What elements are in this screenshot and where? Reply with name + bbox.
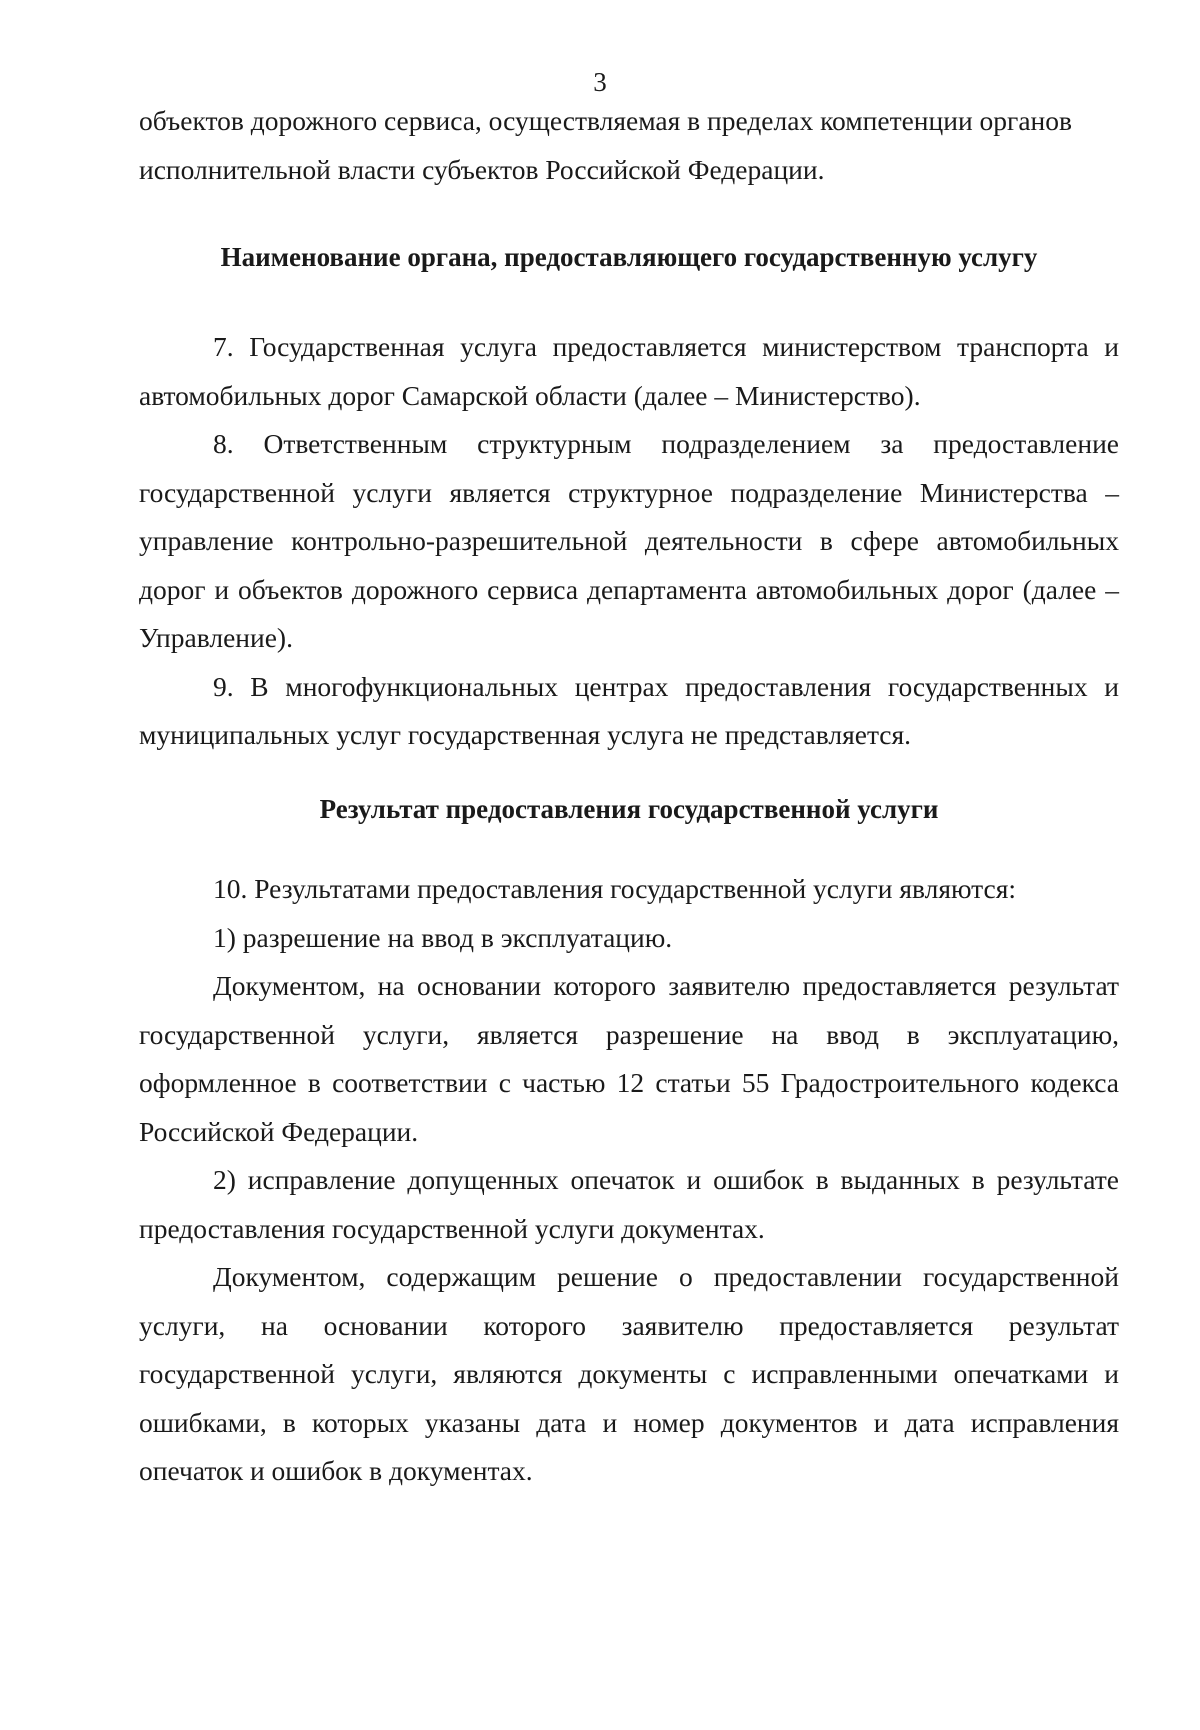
page-number: 3 [593,67,607,97]
paragraph-8: 8. Ответственным структурным подразделением за предоставление государственной услуги является структурное подразделение Министерства – управление контрольно-разрешительной деятельности в сфере автомобильных дорог и объектов дорожного сервиса департамента автомобильных дорог (далее – Управление). [139,428,1119,653]
continuation-text [139,97,1119,194]
section-heading-authority: Наименование органа, предоставляющего государственную услугу [220,242,1038,272]
paragraph-10: 10. Результатами предоставления государственной услуги являются: [213,873,1017,904]
result-section [139,865,1119,1496]
list-item-2: 2) исправление допущенных опечаток и ошибок в выданных в результате предоставления государственной услуги документах. [139,1164,1119,1244]
list-item-1: 1) разрешение на ввод в эксплуатацию. [213,921,673,953]
paragraph-9: 9. В многофункциональных центрах предоставления государственных и муниципальных услуг государственная услуга не представляется. [139,670,1119,750]
paragraph-7: 7. Государственная услуга предоставляется министерством транспорта и автомобильных дорог Самарской области (далее – Министерство). [139,331,1119,411]
paragraph-continuation: объектов дорожного сервиса, осуществляемая в пределах компетенции органов исполнительной власти субъектов Российской Федерации. [139,105,1072,185]
paragraph-correction-document: Документом, содержащим решение о предоставлении государственной услуги, на основании которого заявителю предоставляется результат государственной услуги, являются документы с исправленными опечатками и ошибками, в которых указаны дата и номер документов и дата исправления опечаток и ошибок в документах. [139,1261,1119,1486]
section-heading-result: Результат предоставления государственной услуги [319,794,939,824]
paragraph-result-document: Документом, на основании которого заявителю предоставляется результат государственной услуги, является разрешение на ввод в эксплуатацию, оформленное в соответствии с частью 12 статьи 55 Градостроительного кодекса Российской Федерации. [139,970,1119,1147]
authority-section [139,323,1119,760]
